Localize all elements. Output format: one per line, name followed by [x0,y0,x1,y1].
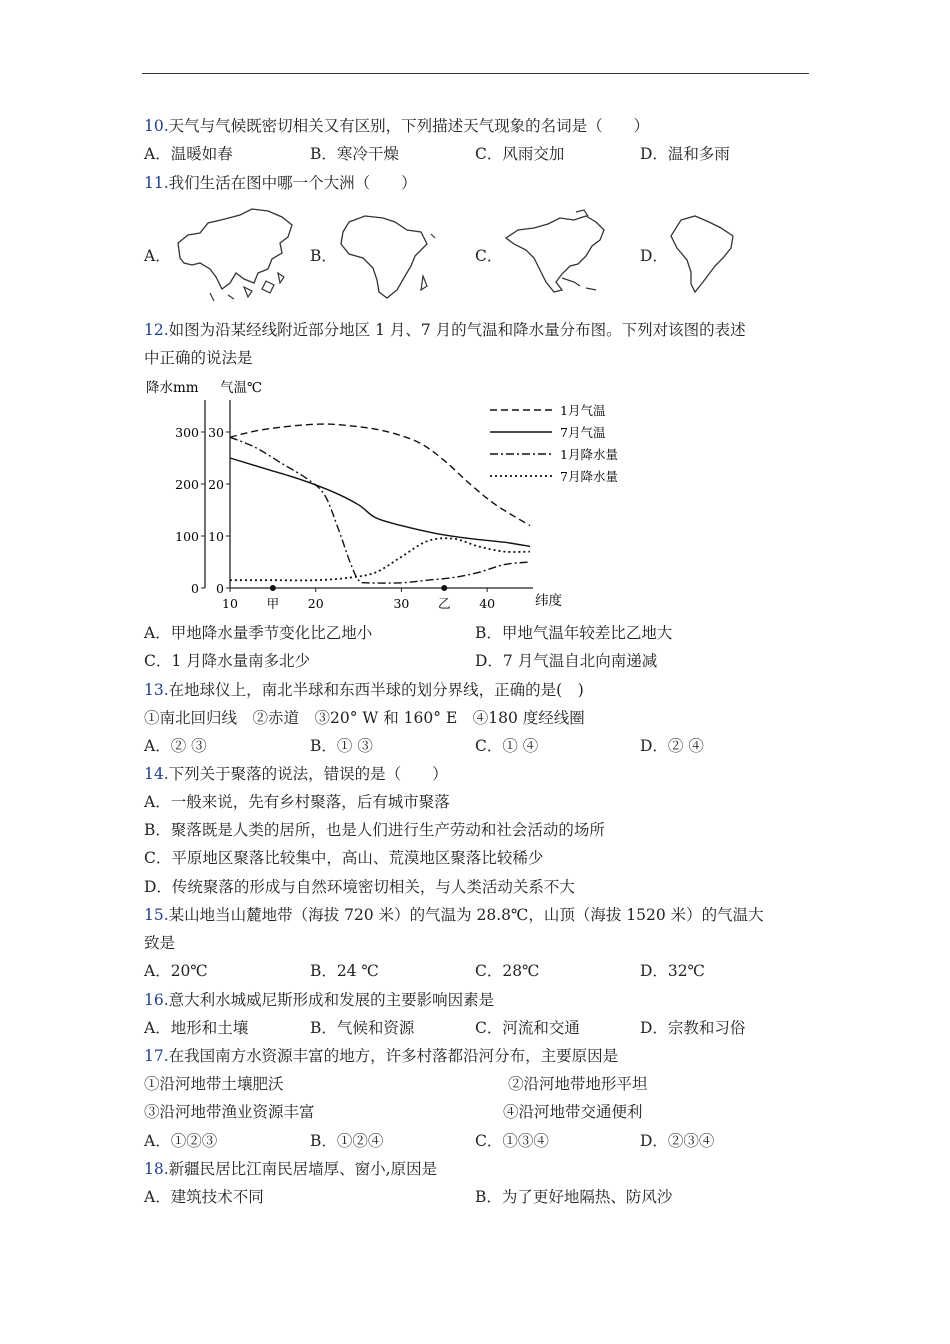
question-text: 天气与气候既密切相关又有区别，下列描述天气现象的名词是（ ） [168,117,650,135]
question-text: 某山地当山麓地带（海拔 720 米）的气温为 28.8℃，山顶（海拔 1520 米）的气温大 [168,906,764,924]
temp-tick-label: 0 [216,581,224,596]
question-11-stem [144,173,417,193]
q17-statement-4: ④沿河地带交通便利 [503,1103,643,1121]
question-10-stem [144,116,649,136]
q15-option-a[interactable]: A．20℃ [144,962,208,980]
south-america-map-icon[interactable] [665,212,745,298]
question-16-stem [144,990,494,1010]
right-axis-label: 气温℃ [220,380,263,396]
question-number: 18. [144,1160,169,1178]
q10-option-c[interactable]: C．风雨交加 [475,145,565,163]
q11-option-d[interactable]: D． [640,247,668,265]
q11-option-b[interactable]: B． [310,247,337,265]
q13-option-a[interactable]: A．② ③ [144,737,207,755]
q17-statement-2: ②沿河地带地形平坦 [508,1075,648,1093]
location-marker-label: 乙 [438,596,451,611]
q10-option-d[interactable]: D．温和多雨 [640,145,730,163]
x-tick-label: 10 [222,596,238,611]
question-text: 在地球仪上，南北半球和东西半球的划分界线，正确的是( ) [168,681,584,699]
africa-map-icon[interactable] [335,210,445,302]
x-tick-label: 20 [307,596,324,611]
series-line-3 [230,437,530,583]
question-number: 14. [144,765,169,783]
question-number: 15. [144,906,169,924]
question-17-stem [144,1046,618,1066]
asia-map-icon[interactable] [170,203,300,303]
q17-option-d[interactable]: D．②③④ [640,1132,715,1150]
q18-option-b[interactable]: B．为了更好地隔热、防风沙 [475,1188,673,1206]
question-12-stem-cont: 中正确的说法是 [144,349,253,367]
question-text: 新疆民居比江南民居墙厚、窗小,原因是 [168,1160,438,1178]
legend-label: 1月降水量 [560,447,618,462]
q11-option-c[interactable]: C． [475,247,503,265]
q13-option-c[interactable]: C．① ④ [475,737,539,755]
question-14-stem [144,764,448,784]
question-number: 13. [144,681,169,699]
q11-option-a[interactable]: A． [144,247,171,265]
q17-option-c[interactable]: C．①③④ [475,1132,549,1150]
location-marker [441,585,447,591]
precip-tick-label: 100 [175,529,199,544]
question-number: 12. [144,321,169,339]
q16-option-a[interactable]: A．地形和土壤 [144,1019,249,1037]
question-number: 17. [144,1047,169,1065]
question-text: 在我国南方水资源丰富的地方，许多村落都沿河分布，主要原因是 [168,1047,619,1065]
question-text: 如图为沿某经线附近部分地区 1 月、7 月的气温和降水量分布图。下列对该图的表述 [168,321,746,339]
precip-tick-label: 200 [175,477,199,492]
q15-option-c[interactable]: C．28℃ [475,962,540,980]
series-line-2 [230,458,530,546]
q17-statement-3: ③沿河地带渔业资源丰富 [144,1103,315,1121]
precip-tick-label: 0 [191,581,199,596]
q12-option-a[interactable]: A．甲地降水量季节变化比乙地小 [144,624,373,642]
q13-statements: ①南北回归线 ②赤道 ③20° W 和 160° E ④180 度经线圈 [144,709,585,727]
x-axis-label: 纬度 [535,593,562,609]
q10-option-a[interactable]: A．温暖如春 [144,145,233,163]
q14-option-b[interactable]: B．聚落既是人类的居所，也是人们进行生产劳动和社会活动的场所 [144,821,605,839]
q16-option-c[interactable]: C．河流和交通 [475,1019,580,1037]
precip-tick-label: 300 [175,425,199,440]
q13-option-d[interactable]: D．② ④ [640,737,704,755]
q18-option-a[interactable]: A．建筑技术不同 [144,1188,264,1206]
location-marker [270,585,276,591]
q14-option-a[interactable]: A．一般来说，先有乡村聚落，后有城市聚落 [144,793,450,811]
north-america-map-icon[interactable] [500,208,615,300]
question-15-stem-cont: 致是 [144,934,176,952]
series-line-1 [230,424,530,526]
question-text: 下列关于聚落的说法，错误的是（ ） [168,765,448,783]
question-text: 我们生活在图中哪一个大洲（ ） [168,174,417,192]
series-line-4 [230,538,530,580]
q14-option-c[interactable]: C．平原地区聚落比较集中，高山、荒漠地区聚落比较稀少 [144,849,544,867]
q12-option-d[interactable]: D．7 月气温自北向南递减 [475,652,658,670]
q12-option-b[interactable]: B．甲地气温年较差比乙地大 [475,624,673,642]
legend-label: 7月气温 [560,425,606,440]
climate-line-chart [140,374,660,614]
q16-option-d[interactable]: D．宗教和习俗 [640,1019,746,1037]
question-12-stem [144,320,746,340]
question-number: 11. [144,174,169,192]
question-number: 16. [144,991,169,1009]
q13-option-b[interactable]: B．① ③ [310,737,373,755]
q12-option-c[interactable]: C．1 月降水量南多北少 [144,652,311,670]
header-rule [142,73,809,74]
q15-option-d[interactable]: D．32℃ [640,962,705,980]
question-number: 10. [144,117,169,135]
q17-statement-1: ①沿河地带土壤肥沃 [144,1075,284,1093]
legend-label: 7月降水量 [560,469,618,484]
question-13-stem [144,680,584,700]
q17-option-a[interactable]: A．①②③ [144,1132,218,1150]
temp-tick-label: 20 [208,477,224,492]
question-15-stem [144,905,764,925]
x-tick-label: 30 [393,596,410,611]
legend-label: 1月气温 [560,403,606,418]
temp-tick-label: 10 [208,529,224,544]
q17-option-b[interactable]: B．①②④ [310,1132,384,1150]
question-18-stem [144,1159,437,1179]
q15-option-b[interactable]: B．24 ℃ [310,962,379,980]
q14-option-d[interactable]: D．传统聚落的形成与自然环境密切相关，与人类活动关系不大 [144,878,575,896]
question-text: 意大利水城威尼斯形成和发展的主要影响因素是 [168,991,495,1009]
q10-option-b[interactable]: B．寒冷干燥 [310,145,399,163]
temp-tick-label: 30 [208,425,224,440]
left-axis-label: 降水mm [146,380,199,396]
x-tick-label: 40 [479,596,496,611]
q16-option-b[interactable]: B．气候和资源 [310,1019,415,1037]
location-marker-label: 甲 [266,596,280,611]
